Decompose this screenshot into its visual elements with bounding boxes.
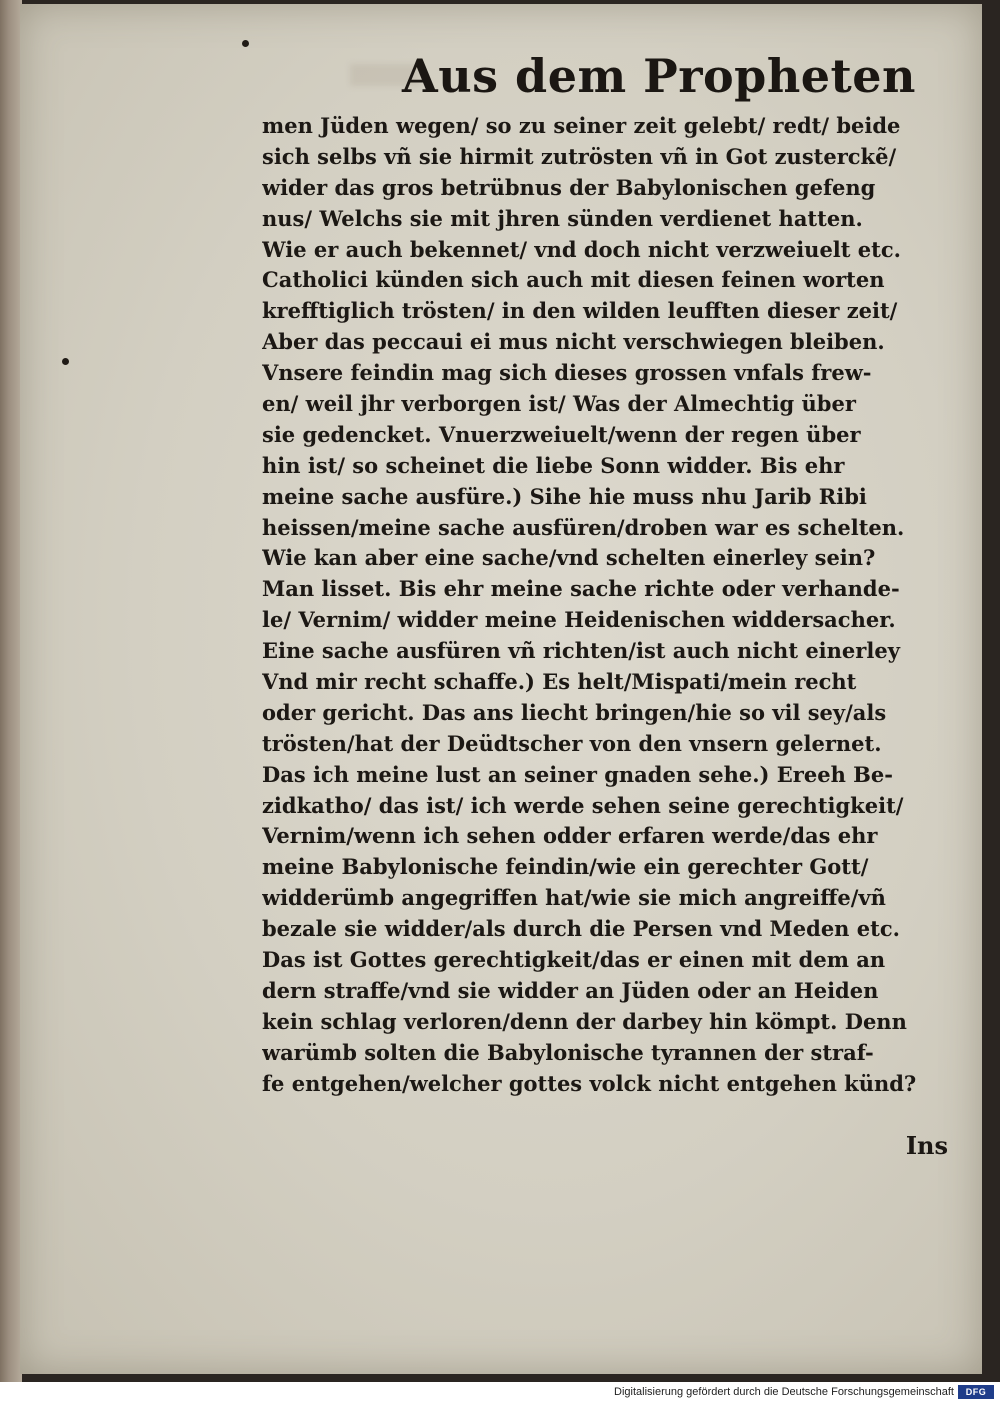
text-line: Das ich meine lust an seiner gnaden sehe.) Ereeh Be- xyxy=(262,761,893,787)
page-binding-edge xyxy=(0,0,22,1382)
text-line: Man lisset. Bis ehr meine sache richte oder verhande- xyxy=(262,576,900,602)
text-line: zidkatho/ das ist/ ich werde sehen seine gerechtigkeit/ xyxy=(262,792,904,818)
text-line: Wie er auch bekennet/ vnd doch nicht verzweiuelt etc. xyxy=(262,236,901,262)
text-line: trösten/hat der Deüdtscher von den vnsern gelernet. xyxy=(262,730,882,756)
text-line: Vnd mir recht schaffe.) Es helt/Mispati/mein recht xyxy=(262,669,857,695)
text-line: bezale sie widder/als durch die Persen vnd Meden etc. xyxy=(262,916,900,942)
text-line: Catholici künden sich auch mit diesen feinen worten xyxy=(262,267,885,293)
text-line: Aber das peccaui ei mus nicht verschwiegen bleiben. xyxy=(262,329,885,355)
text-line: kein schlag verloren/denn der darbey hin kömpt. Denn xyxy=(262,1008,907,1034)
digitization-credit: Digitalisierung gefördert durch die Deutsche Forschungsgemeinschaft xyxy=(614,1386,954,1398)
text-line: Eine sache ausfüren vñ richten/ist auch nicht einerley xyxy=(262,638,900,664)
footer-bar xyxy=(0,1382,1000,1402)
dfg-logo-icon: DFG xyxy=(958,1385,994,1399)
text-line: Vnsere feindin mag sich dieses grossen vnfals frew- xyxy=(262,360,872,386)
catchword: Ins xyxy=(905,1131,948,1160)
text-line: warümb solten die Babylonische tyrannen der straf- xyxy=(262,1039,874,1065)
text-line: en/ weil jhr verborgen ist/ Was der Almechtig über xyxy=(262,391,856,417)
text-line: oder gericht. Das ans liecht bringen/hie so vil sey/als xyxy=(262,699,887,725)
text-line: widderümb angegriffen hat/wie sie mich angreiffe/vñ xyxy=(262,885,886,911)
running-header: Aus dem Propheten xyxy=(402,49,917,103)
text-line: Wie kan aber eine sache/vnd schelten einerley sein? xyxy=(262,545,876,571)
text-line: krefftiglich trösten/ in den wilden leufften dieser zeit/ xyxy=(262,298,898,324)
text-line: fe entgehen/welcher gottes volck nicht entgehen künd? xyxy=(262,1070,917,1096)
text-line: heissen/meine sache ausfüren/droben war es schelten. xyxy=(262,514,905,540)
text-line: wider das gros betrübnus der Babylonischen gefeng xyxy=(262,174,876,200)
text-line: men Jüden wegen/ so zu seiner zeit gelebt/ redt/ beide xyxy=(262,113,901,138)
text-line: sich selbs vñ sie hirmit zutrösten vñ in Got zusterckẽ/ xyxy=(262,143,897,169)
text-line: Das ist Gottes gerechtigkeit/das er einen mit dem an xyxy=(262,947,886,973)
ink-spot xyxy=(62,358,69,365)
text-line: hin ist/ so scheinet die liebe Sonn widder. Bis ehr xyxy=(262,452,845,478)
text-line: sie gedencket. Vnuerzweiuelt/wenn der regen über xyxy=(262,421,861,447)
text-line: dern straffe/vnd sie widder an Jüden oder an Heiden xyxy=(262,977,879,1003)
text-line: nus/ Welchs sie mit jhren sünden verdienet hatten. xyxy=(262,205,863,231)
page-body-text xyxy=(262,111,952,1100)
ink-spot xyxy=(242,40,249,47)
text-line: le/ Vernim/ widder meine Heidenischen widdersacher. xyxy=(262,607,896,633)
text-line: meine Babylonische feindin/wie ein gerechter Gott/ xyxy=(262,854,869,880)
text-line: Vernim/wenn ich sehen odder erfaren werde/das ehr xyxy=(262,823,878,849)
text-line: meine sache ausfüre.) Sihe hie muss nhu Jarib Ribi xyxy=(262,483,867,509)
